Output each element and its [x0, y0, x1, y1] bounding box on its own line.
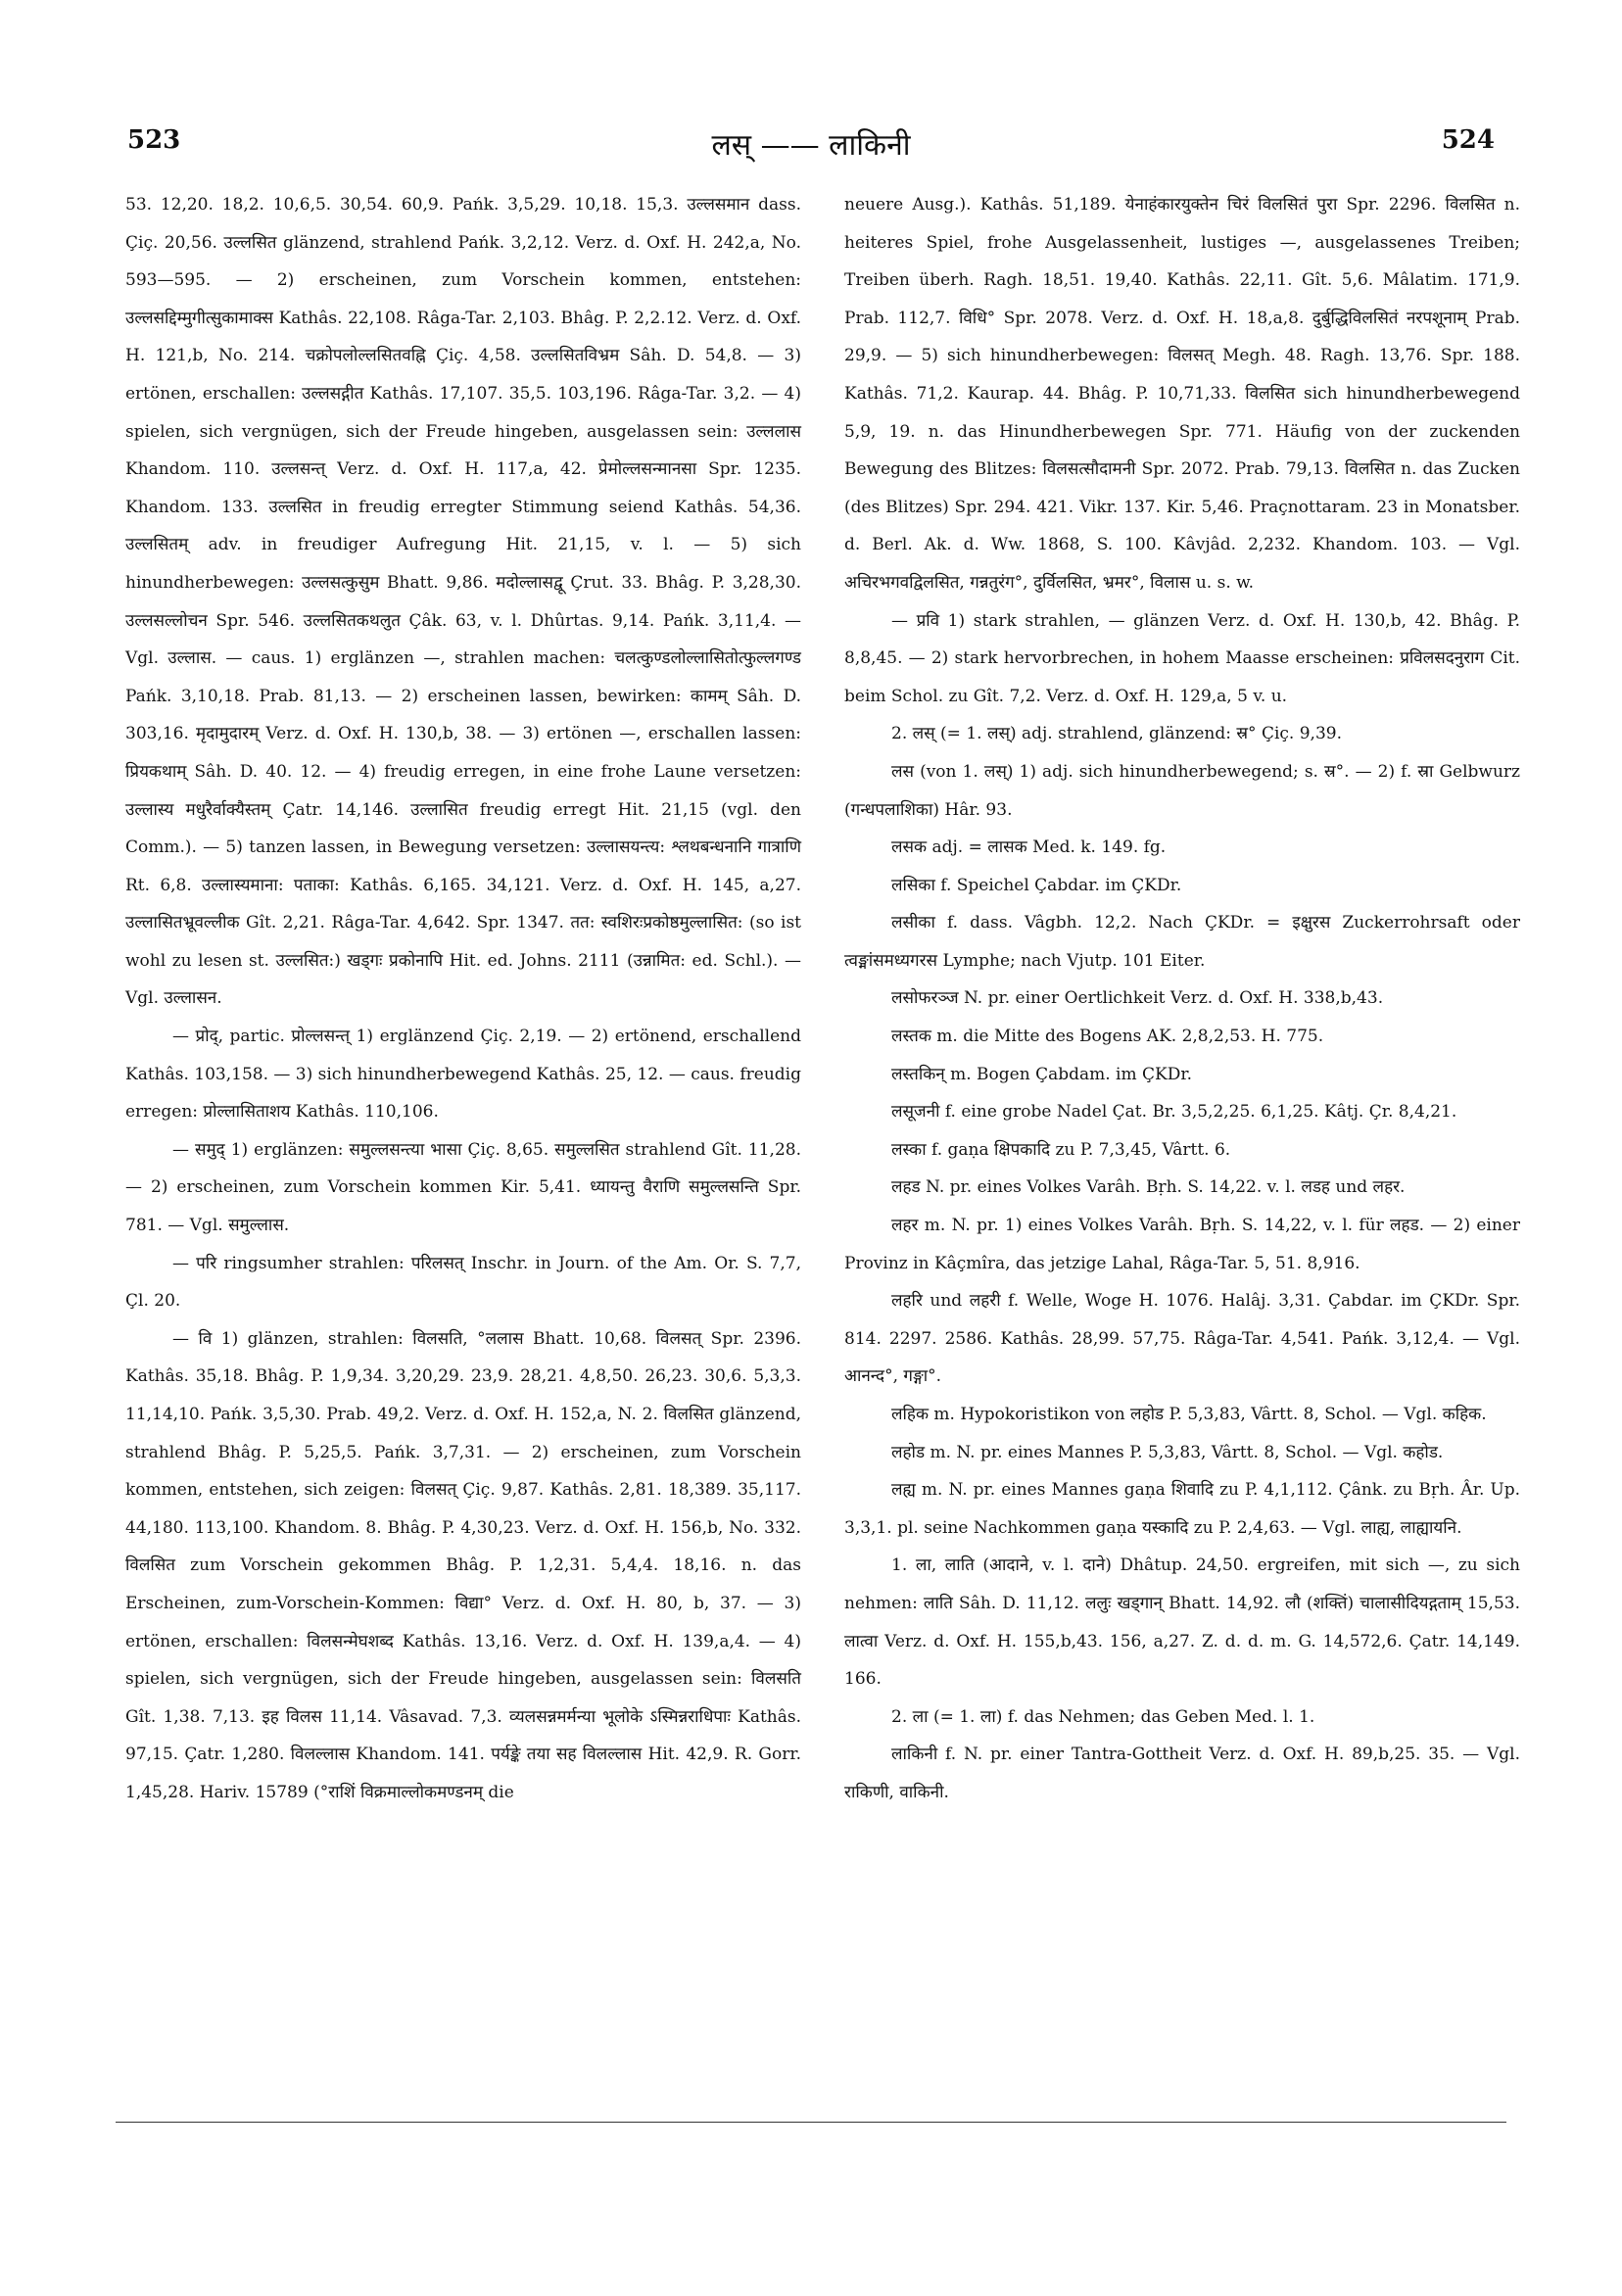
dictionary-entry: 2. ला (= 1. ला) f. das Nehmen; das Geben Med. l. 1.	[891, 1706, 1315, 1727]
dictionary-entry: लसूजनी f. eine grobe Nadel Çat. Br. 3,5,2,25. 6,1,25. Kâtj. Çr. 8,4,21.	[891, 1102, 1457, 1123]
dictionary-entry: लसक adj. = लासक Med. k. 149. fg.	[891, 837, 1167, 858]
running-head: लस् —— लाकिनी	[711, 128, 911, 163]
dictionary-paragraph: — प्रोद्, partic. प्रोल्लसन्त् 1) erglänzend Çiç. 2,19. — 2) ertönend, erschallend Kathâs. 103,158. — 3) sich hinundherbewegend Kathâs. 25, 12. — caus. freudig erregen: प्रोल्लासिताशय Kathâs. 110,106.	[125, 1027, 801, 1123]
dictionary-entry: लह्य m. N. pr. eines Mannes gaṇa शिवादि zu P. 4,1,112. Çânk. zu Bṛh. Âr. Up. 3,3,1. pl. seine Nachkommen gaṇa यस्कादि zu P. 2,4,63. — Vgl. लाह्य, लाह्यायनि.	[844, 1480, 1520, 1538]
dictionary-paragraph: — परि ringsumher strahlen: परिलसत् Inschr. in Journ. of the Am. Or. S. 7,7, Çl. 20.	[125, 1253, 801, 1312]
dictionary-entry: लसीका f. dass. Vâgbh. 12,2. Nach ÇKDr. = इक्षुरस Zuckerrohrsaft oder त्वङ्मांसमध्यगरस Lymphe; nach Vjutp. 101 Eiter.	[844, 913, 1520, 971]
dictionary-entry: लस्तक m. die Mitte des Bogens AK. 2,8,2,53. H. 775.	[891, 1027, 1324, 1047]
dictionary-paragraph: neuere Ausg.). Kathâs. 51,189. येनाहंकारयुक्तेन चिरं विलसितं पुरा Spr. 2296. विलसित n. heiteres Spiel, frohe Ausgelassenheit, lustiges —, ausgelassenes Treiben; Treiben überh. Ragh. 18,51. 19,40. Kathâs. 22,11. Gît. 5,6. Mâlatim. 171,9. Prab. 112,7. विधि° Spr. 2078. Verz. d. Oxf. H. 18,a,8. दुर्बुद्धिविलसितं नरपशूनाम् Prab. 29,9. — 5) sich hinundherbewegen: विलसत् Megh. 48. Ragh. 13,76. Spr. 188. Kathâs. 71,2. Kaurap. 44. Bhâg. P. 10,71,33. विलसित sich hinundherbewegend 5,9, 19. n. das Hinundherbewegen Spr. 771. Häufig von der zuckenden Bewegung des Blitzes: विलसत्सौदामनी Spr. 2072. Prab. 79,13. विलसित n. das Zucken (des Blitzes) Spr. 294. 421. Vikr. 137. Kir. 5,46. Praçnottaram. 23 in Monatsber. d. Berl. Ak. d. Ww. 1868, S. 100. Kâvjâd. 2,232. Khandom. 103. — Vgl. अचिरभगवद्विलसित, गन्नतुरंग°, दुर्विलसित, भ्रमर°, विलास u. s. w.	[844, 195, 1520, 593]
dictionary-paragraph: — समुद् 1) erglänzen: समुल्लसन्त्या भासा Çiç. 8,65. समुल्लसित strahlend Gît. 11,28. — 2) erscheinen, zum Vorschein kommen Kir. 5,41. ध्यायन्तु वैराणि समुल्लसन्ति Spr. 781. — Vgl. समुल्लास.	[125, 1139, 801, 1236]
dictionary-paragraph: — वि 1) glänzen, strahlen: विलसति, °ललास Bhatt. 10,68. विलसत् Spr. 2396. Kathâs. 35,18. Bhâg. P. 1,9,34. 3,20,29. 23,9. 28,21. 4,8,50. 26,23. 30,6. 5,3,3. 11,14,10. Pańk. 3,5,30. Prab. 49,2. Verz. d. Oxf. H. 152,a, N. 2. विलसित glänzend, strahlend Bhâg. P. 5,25,5. Pańk. 3,7,31. — 2) erscheinen, zum Vorschein kommen, entstehen, sich zeigen: विलसत् Çiç. 9,87. Kathâs. 2,81. 18,389. 35,117. 44,180. 113,100. Khandom. 8. Bhâg. P. 4,30,23. Verz. d. Oxf. H. 156,b, No. 332. विलसित zum Vorschein gekommen Bhâg. P. 1,2,31. 5,4,4. 18,16. n. das Erscheinen, zum-Vorschein-Kommen: विद्या° Verz. d. Oxf. H. 80, b, 37. — 3) ertönen, erschallen: विलसन्मेघशब्द Kathâs. 13,16. Verz. d. Oxf. H. 139,a,4. — 4) spielen, sich vergnügen, sich der Freude hingeben, ausgelassen sein: विलसति Gît. 1,38. 7,13. इह विलस 11,14. Vâsavad. 7,3. व्यलसन्नमर्मन्या भूलोके ऽस्मिन्नराधिपाः Kathâs. 97,15. Çatr. 1,280. विलल्लास Khandom. 141. पर्यङ्के तया सह विलल्लास Hit. 42,9. R. Gorr. 1,45,28. Hariv. 15789 (°राशिं विक्रमाल्लोकमण्डनम् die	[125, 1328, 801, 1802]
page-header	[127, 125, 1495, 165]
dictionary-entry: — प्रवि 1) stark strahlen, — glänzen Verz. d. Oxf. H. 130,b, 42. Bhâg. P. 8,8,45. — 2) stark hervorbrechen, in hohem Maasse erscheinen: प्रविलसदनुराग Cit. beim Schol. zu Gît. 7,2. Verz. d. Oxf. H. 129,a, 5 v. u.	[844, 610, 1520, 706]
dictionary-entry: लस (von 1. लस्) 1) adj. sich hinundherbewegend; s. स्र°. — 2) f. स्रा Gelbwurz (गन्धपलाशिका) Hâr. 93.	[844, 761, 1520, 820]
dictionary-entry: 1. ला, लाति (आदाने, v. l. दाने) Dhâtup. 24,50. ergreifen, mit sich —, zu sich nehmen: लाति Sâh. D. 11,12. ललुः खड्गान् Bhatt. 14,92. लौ (शक्तिं) चालासीदियद्गताम् 15,53. लात्वा Verz. d. Oxf. H. 155,b,43. 156, a,27. Z. d. d. m. G. 14,572,6. Çatr. 14,149. 166.	[844, 1555, 1520, 1690]
dictionary-entry: लस्तकिन् m. Bogen Çabdam. im ÇKDr.	[891, 1064, 1193, 1084]
footer-rule	[116, 2122, 1506, 2123]
dictionary-entry: लहड N. pr. eines Volkes Varâh. Bṛh. S. 14,22. v. l. लडह und लहर.	[891, 1177, 1406, 1198]
page-number-right: 524	[1441, 125, 1495, 155]
dictionary-entry: लहिक m. Hypokoristikon von लहोड P. 5,3,83, Vârtt. 8, Schol. — Vgl. कहिक.	[891, 1405, 1487, 1424]
page-number-left: 523	[127, 125, 181, 155]
dictionary-entry: लहोड m. N. pr. eines Mannes P. 5,3,83, Vârtt. 8, Schol. — Vgl. कहोड.	[891, 1442, 1444, 1462]
right-column	[844, 186, 1520, 1812]
left-column	[125, 186, 801, 1812]
dictionary-entry: लहर m. N. pr. 1) eines Volkes Varâh. Bṛh. S. 14,22, v. l. für लहड. — 2) einer Provinz in Kâçmîra, das jetzige Lahal, Râga-Tar. 5, 51. 8,916.	[844, 1216, 1520, 1273]
dictionary-entry: 2. लस् (= 1. लस्) adj. strahlend, glänzend: स्र° Çiç. 9,39.	[891, 724, 1342, 744]
dictionary-paragraph: 53. 12,20. 18,2. 10,6,5. 30,54. 60,9. Pańk. 3,5,29. 10,18. 15,3. उल्लसमान dass. Çiç. 20,56. उल्लसित glänzend, strahlend Pańk. 3,2,12. Verz. d. Oxf. H. 242,a, No. 593—595. — 2) erscheinen, zum Vorschein kommen, entstehen: उल्लसद्दिम्मुगीत्सुकामाक्स Kathâs. 22,108. Râga-Tar. 2,103. Bhâg. P. 2,2.12. Verz. d. Oxf. H. 121,b, No. 214. चक्रोपलोल्लसितवह्नि Çiç. 4,58. उल्लसितविभ्रम Sâh. D. 54,8. — 3) ertönen, erschallen: उल्लसद्गीत Kathâs. 17,107. 35,5. 103,196. Râga-Tar. 3,2. — 4) spielen, sich vergnügen, sich der Freude hingeben, ausgelassen sein: उल्ललास Khandom. 110. उल्लसन्त् Verz. d. Oxf. H. 117,a, 42. प्रेमोल्लसन्मानसा Spr. 1235. Khandom. 133. उल्लसित in freudig erregter Stimmung seiend Kathâs. 54,36. उल्लसितम् adv. in freudiger Aufregung Hit. 21,15, v. l. — 5) sich hinundherbewegen: उल्लसत्कुसुम Bhatt. 9,86. मदोल्लासद्वू Çrut. 33. Bhâg. P. 3,28,30. उल्लसल्लोचन Spr. 546. उल्लसितकथलुत Çâk. 63, v. l. Dhûrtas. 9,14. Pańk. 3,11,4. — Vgl. उल्लास. — caus. 1) erglänzen —, strahlen machen: चलत्कुण्डलोल्लासितोत्फुल्लगण्ड Pańk. 3,10,18. Prab. 81,13. — 2) erscheinen lassen, bewirken: कामम् Sâh. D. 303,16. मृदामुदारम् Verz. d. Oxf. H. 130,b, 38. — 3) ertönen —, erschallen lassen: प्रियकथाम् Sâh. D. 40. 12. — 4) freudig erregen, in eine frohe Laune versetzen: उल्लास्य मधुरैर्वाक्यैस्तम् Çatr. 14,146. उल्लासित freudig erregt Hit. 21,15 (vgl. den Comm.). — 5) tanzen lassen, in Bewegung versetzen: उल्लासयन्त्य: श्लथबन्धनानि गात्राणि Rt. 6,8. उल्लास्यमाना: पताका: Kathâs. 6,165. 34,121. Verz. d. Oxf. H. 145, a,27. उल्लासितभ्रूवल्लीक Gît. 2,21. Râga-Tar. 4,642. Spr. 1347. तत: स्वशिरःप्रकोष्ठमुल्लासित: (so ist wohl zu lesen st. उल्लसित:) खड्गः प्रकोनापि Hit. ed. Johns. 2111 (उन्नामित: ed. Schl.). — Vgl. उल्लासन.	[125, 195, 801, 1009]
dictionary-entry: लाकिनी f. N. pr. einer Tantra-Gottheit Verz. d. Oxf. H. 89,b,25. 35. — Vgl. राकिणी, वाकिनी.	[844, 1745, 1520, 1802]
dictionary-entry: लहरि und लहरी f. Welle, Woge H. 1076. Halâj. 3,31. Çabdar. im ÇKDr. Spr. 814. 2297. 2586. Kathâs. 28,99. 57,75. Râga-Tar. 4,541. Pańk. 3,12,4. — Vgl. आनन्द°, गङ्गा°.	[844, 1291, 1520, 1387]
dictionary-entry: लसिका f. Speichel Çabdar. im ÇKDr.	[891, 875, 1182, 895]
dictionary-entry: लस्का f. gaṇa क्षिपकादि zu P. 7,3,45, Vârtt. 6.	[891, 1139, 1231, 1160]
dictionary-entry: लसोफरञ्ज N. pr. einer Oertlichkeit Verz. d. Oxf. H. 338,b,43.	[891, 988, 1384, 1009]
